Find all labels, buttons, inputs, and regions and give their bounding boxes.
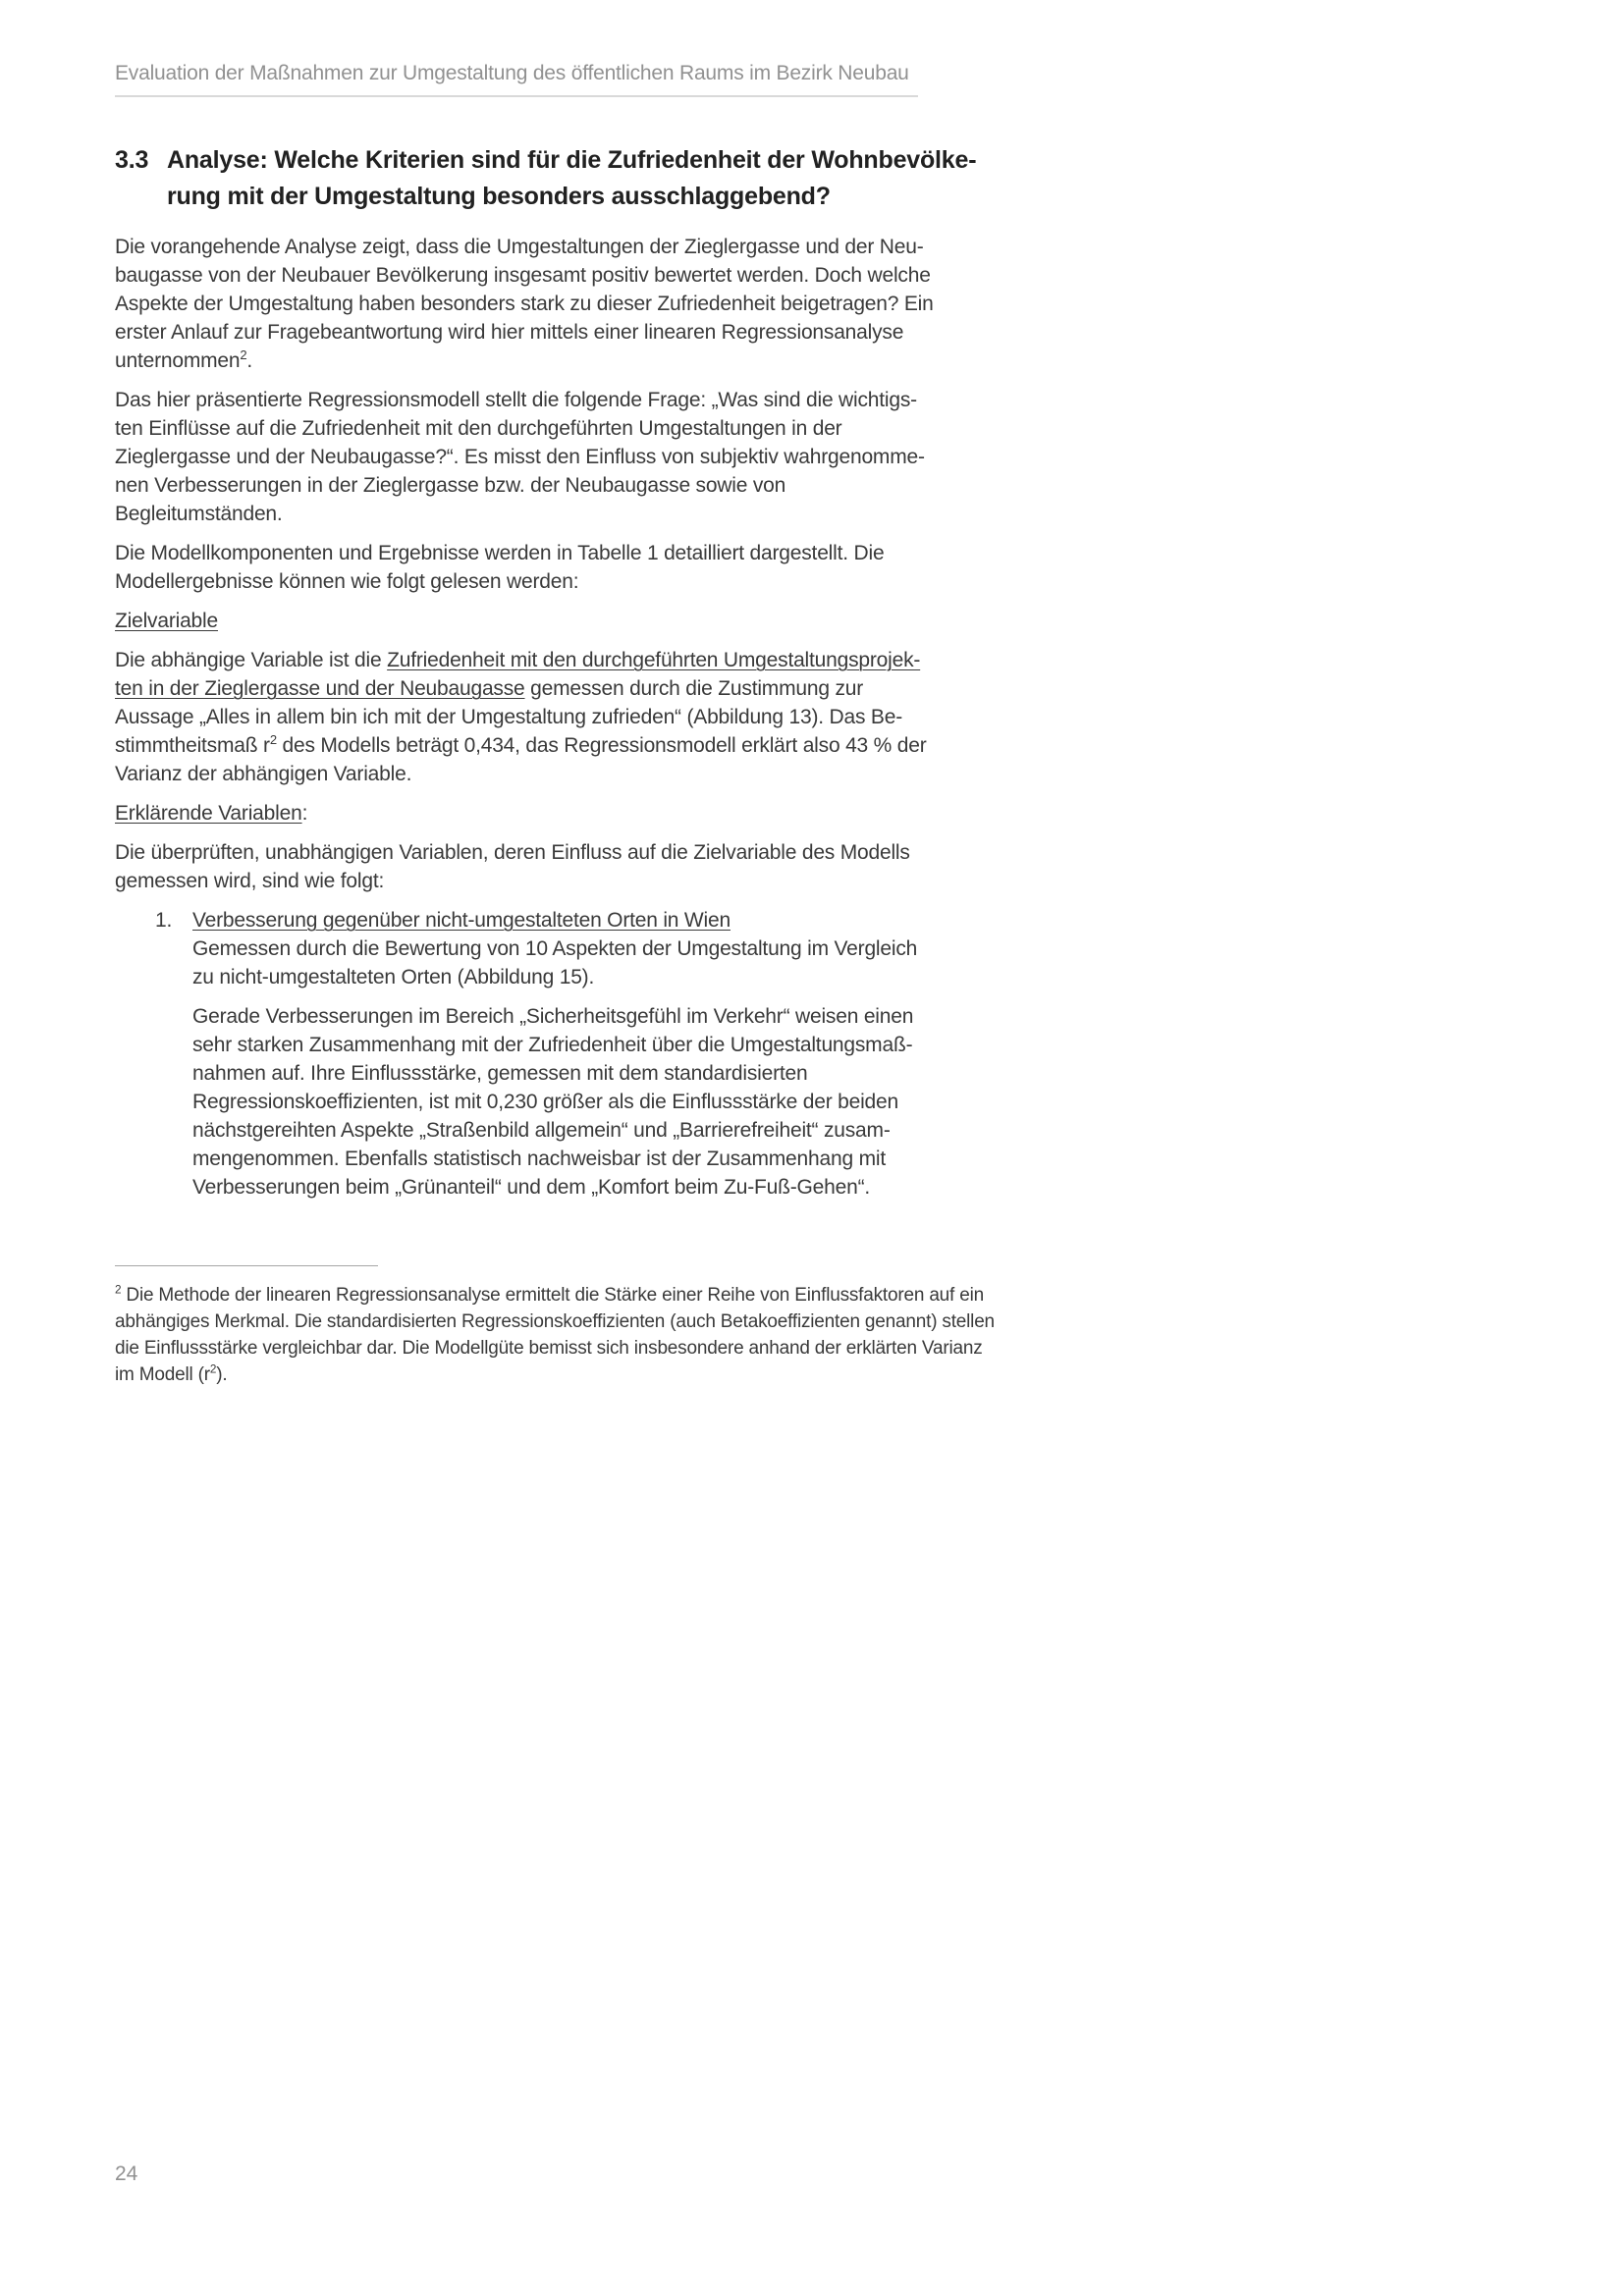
- list-item-1-heading-block: [192, 906, 918, 991]
- text-line: nächstgereihten Aspekte „Straßenbild allgemein“ und „Barrierefreiheit“ zusam-: [192, 1119, 891, 1142]
- text-line: abhängiges Merkmal. Die standardisierten Regressionskoeffizienten (auch Betakoeffizienten genannt) stellen: [115, 1311, 995, 1332]
- text-line: zu nicht-umgestalteten Orten (Abbildung 15).: [192, 966, 595, 988]
- list-item-1-paragraph: [192, 1002, 918, 1201]
- text-line: Aspekte der Umgestaltung haben besonders stark zu dieser Zufriedenheit beigetragen? Ein: [115, 293, 934, 315]
- text-line: Gerade Verbesserungen im Bereich „Sicherheitsgefühl im Verkehr“ weisen einen: [192, 1005, 914, 1028]
- text-line: Verbesserung gegenüber nicht-umgestalteten Orten in Wien: [192, 909, 731, 932]
- text-line: Begleitumständen.: [115, 503, 283, 525]
- list-item-1-number: 1.: [155, 909, 173, 932]
- text-line: sehr starken Zusammenhang mit der Zufriedenheit über die Umgestaltungsmaß-: [192, 1034, 913, 1056]
- header-rule: [115, 95, 918, 97]
- footnote-text: [115, 1282, 995, 1388]
- text-line: nahmen auf. Ihre Einflussstärke, gemessen mit dem standardisierten: [192, 1062, 808, 1085]
- section-title: [167, 142, 976, 215]
- text-line: rung mit der Umgestaltung besonders ausschlaggebend?: [167, 183, 831, 210]
- text-line: Modellergebnisse können wie folgt gelesen werden:: [115, 570, 579, 593]
- footnote-rule: [115, 1265, 378, 1266]
- text-line: Die abhängige Variable ist die Zufriedenheit mit den durchgeführten Umgestaltungsprojek-: [115, 649, 921, 671]
- text-line: Regressionskoeffizienten, ist mit 0,230 größer als die Einflussstärke der beiden: [192, 1091, 898, 1113]
- text-line: Aussage „Alles in allem bin ich mit der Umgestaltung zufrieden“ (Abbildung 13). Das Be-: [115, 706, 902, 728]
- text-line: Die Modellkomponenten und Ergebnisse werden in Tabelle 1 detailliert dargestellt. Die: [115, 542, 885, 564]
- text-line: Die überprüften, unabhängigen Variablen, deren Einfluss auf die Zielvariable des Modells: [115, 841, 910, 864]
- para-model-components: [115, 539, 918, 596]
- text-line: im Modell $(r^2)$.: [115, 1362, 228, 1385]
- text-line: Gemessen durch die Bewertung von 10 Aspekten der Umgestaltung im Vergleich: [192, 937, 918, 960]
- para-independent-variables: [115, 838, 918, 895]
- text-line: Die vorangehende Analyse zeigt, dass die Umgestaltungen der Zieglergasse und der Neu-: [115, 236, 924, 258]
- text-line: mengenommen. Ebenfalls statistisch nachweisbar ist der Zusammenhang mit: [192, 1148, 886, 1170]
- footnote-area: [115, 1265, 995, 1388]
- subheading-erklaerende-variablen: [115, 799, 918, 828]
- para-dependent-variable: [115, 646, 927, 788]
- text-line: stimmtheitsmaß $r^2$ des Modells beträgt 0,434, das Regressionsmodell erklärt also 43 % der: [115, 732, 927, 757]
- page-content: [115, 62, 995, 1388]
- subheading-zielvariable: [115, 607, 918, 635]
- page-number: 24: [115, 2163, 138, 2185]
- section-number: 3.3: [115, 146, 149, 174]
- section-heading: [115, 142, 977, 215]
- text-line: $^2$ Die Methode der linearen Regressionsanalyse ermittelt die Stärke einer Reihe von Einflussfaktoren auf ein: [115, 1283, 984, 1306]
- running-header-text: Evaluation der Maßnahmen zur Umgestaltung des öffentlichen Raums im Bezirk Neubau: [115, 62, 909, 84]
- para-analysis-intro: [115, 233, 934, 375]
- text-line: ten in der Zieglergasse und der Neubaugasse gemessen durch die Zustimmung zur: [115, 677, 864, 700]
- text-line: nen Verbesserungen in der Zieglergasse bzw. der Neubaugasse sowie von: [115, 474, 786, 497]
- text-line: erster Anlauf zur Fragebeantwortung wird hier mittels einer linearen Regressionsanalyse: [115, 321, 904, 344]
- text-line: die Einflussstärke vergleichbar dar. Die Modellgüte bemisst sich insbesondere anhand der erklärten Varianz: [115, 1338, 983, 1359]
- text-line: Erklärende Variablen:: [115, 802, 308, 825]
- text-line: Zieglergasse und der Neubaugasse?“. Es misst den Einfluss von subjektiv wahrgenomme-: [115, 446, 925, 468]
- text-line: baugasse von der Neubauer Bevölkerung insgesamt positiv bewertet werden. Doch welche: [115, 264, 931, 287]
- running-header: [115, 62, 918, 97]
- text-line: unternommen$^2$.: [115, 347, 253, 372]
- text-line: Analyse: Welche Kriterien sind für die Zufriedenheit der Wohnbevölke-: [167, 146, 977, 174]
- text-line: Verbesserungen beim „Grünanteil“ und dem „Komfort beim Zu-Fuß-Gehen“.: [192, 1176, 871, 1199]
- text-line: Zielvariable: [115, 610, 218, 632]
- text-line: Das hier präsentierte Regressionsmodell stellt die folgende Frage: „Was sind die wichtigs-: [115, 389, 917, 411]
- text-line: Varianz der abhängigen Variable.: [115, 763, 412, 785]
- para-regression-question: [115, 386, 925, 528]
- text-line: gemessen wird, sind wie folgt:: [115, 870, 385, 892]
- list-item-1-body: [192, 906, 918, 1212]
- text-line: ten Einflüsse auf die Zufriedenheit mit den durchgeführten Umgestaltungen in der: [115, 417, 842, 440]
- list-item-1: [115, 906, 918, 1212]
